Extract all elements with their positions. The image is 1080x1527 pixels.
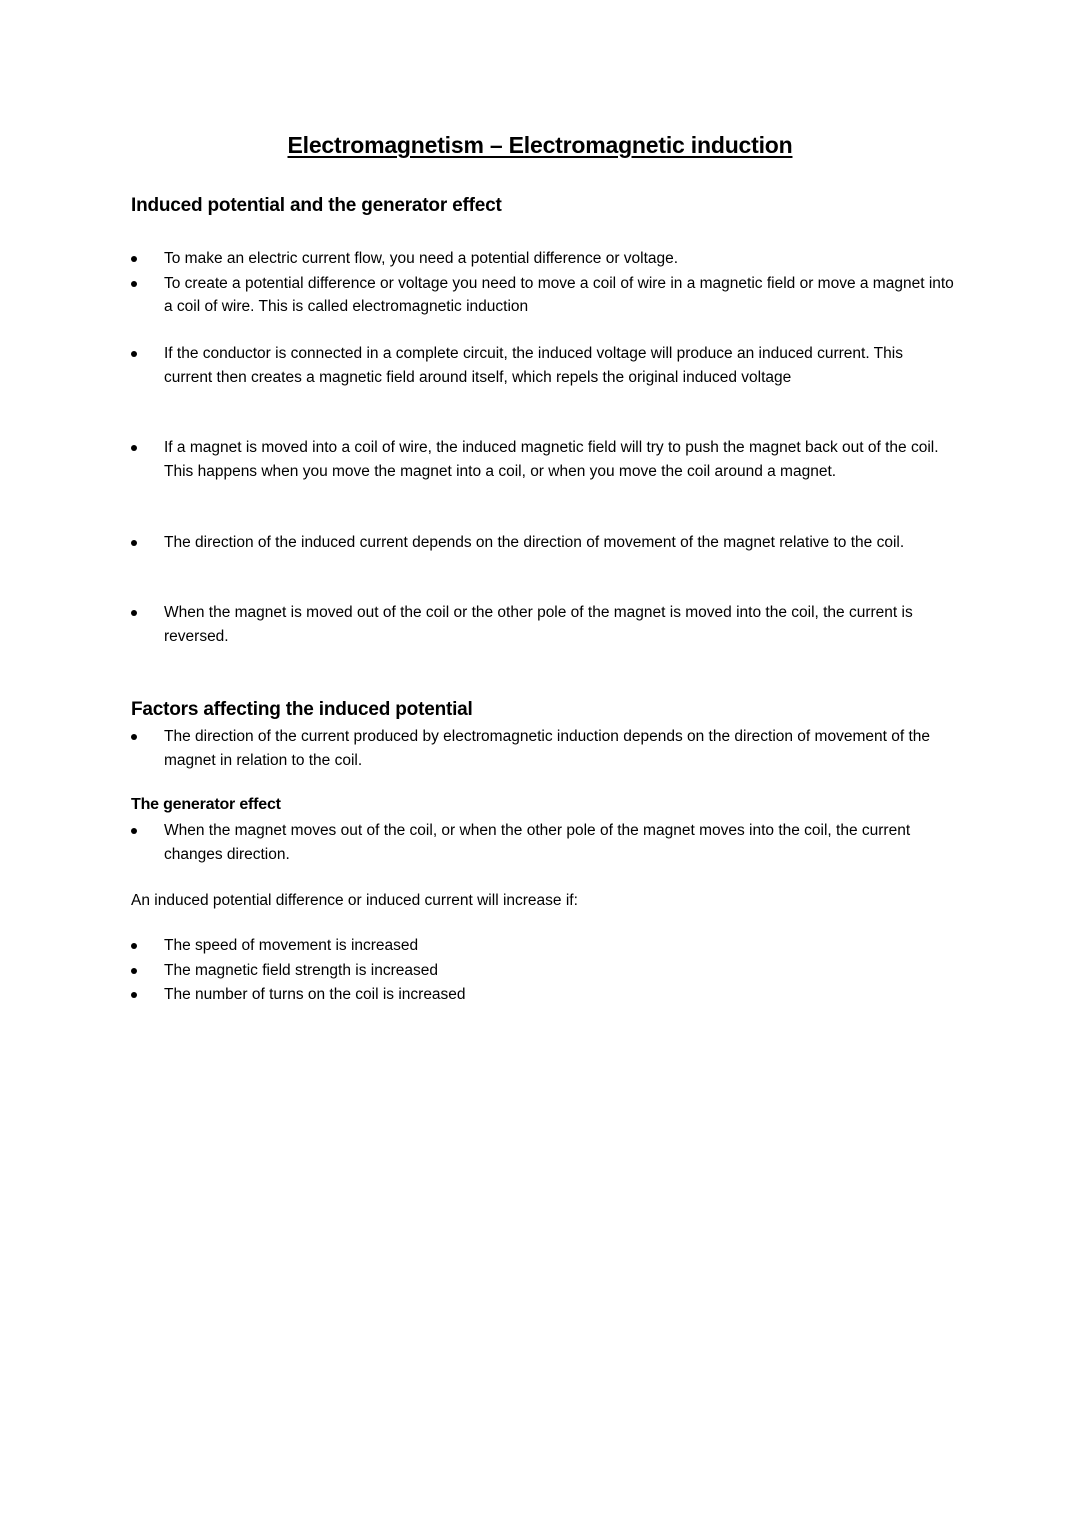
bullet-list-generator [0, 819, 954, 866]
bullet-list-factors [0, 725, 954, 772]
page-title: Electromagnetism – Electromagnetic induction [287, 132, 793, 158]
list-item: The direction of the current produced by electromagnetic induction depends on the direction of movement of the magnet in relation to the coil. [0, 725, 954, 772]
bullet-list-reversed [0, 601, 954, 648]
bullet-list-direction [0, 531, 954, 555]
bullet-icon [131, 540, 137, 546]
bullet-icon [131, 992, 137, 998]
bullet-icon [131, 943, 137, 949]
bullet-list-magnet-moved [0, 436, 954, 483]
bullet-icon [131, 968, 137, 974]
list-item: If a magnet is moved into a coil of wire, the induced magnetic field will try to push the magnet back out of the coil. This happens when you move the magnet into a coil, or when you move the coil around a magnet. [0, 436, 954, 483]
list-item: The speed of movement is increased [0, 934, 954, 958]
bullet-icon [131, 281, 137, 287]
subheading-generator-effect: The generator effect [131, 796, 281, 813]
bullet-icon [131, 828, 137, 834]
bullet-list-voltage [0, 247, 954, 319]
list-item: When the magnet is moved out of the coil or the other pole of the magnet is moved into the coil, the current is reversed. [0, 601, 954, 648]
bullet-icon [131, 610, 137, 616]
list-item: The magnetic field strength is increased [0, 959, 954, 983]
list-item: To create a potential difference or voltage you need to move a coil of wire in a magnetic field or move a magnet into a coil of wire. This is called electromagnetic induction [0, 272, 954, 319]
list-item: To make an electric current flow, you need a potential difference or voltage. [0, 247, 954, 271]
bullet-list-conductor [0, 342, 954, 389]
bullet-icon [131, 445, 137, 451]
section-heading-induced-potential: Induced potential and the generator effect [131, 195, 502, 216]
list-item: The direction of the induced current depends on the direction of movement of the magnet relative to the coil. [0, 531, 954, 555]
bullet-list-increase-factors [0, 934, 954, 1007]
section-heading-factors: Factors affecting the induced potential [131, 699, 473, 720]
intro-paragraph: An induced potential difference or induced current will increase if: [131, 892, 578, 909]
list-item: The number of turns on the coil is increased [0, 983, 954, 1007]
bullet-icon [131, 256, 137, 262]
bullet-icon [131, 351, 137, 357]
list-item: If the conductor is connected in a complete circuit, the induced voltage will produce an induced current. This current then creates a magnetic field around itself, which repels the original induced voltage [0, 342, 954, 389]
list-item: When the magnet moves out of the coil, or when the other pole of the magnet moves into the coil, the current changes direction. [0, 819, 954, 866]
bullet-icon [131, 734, 137, 740]
